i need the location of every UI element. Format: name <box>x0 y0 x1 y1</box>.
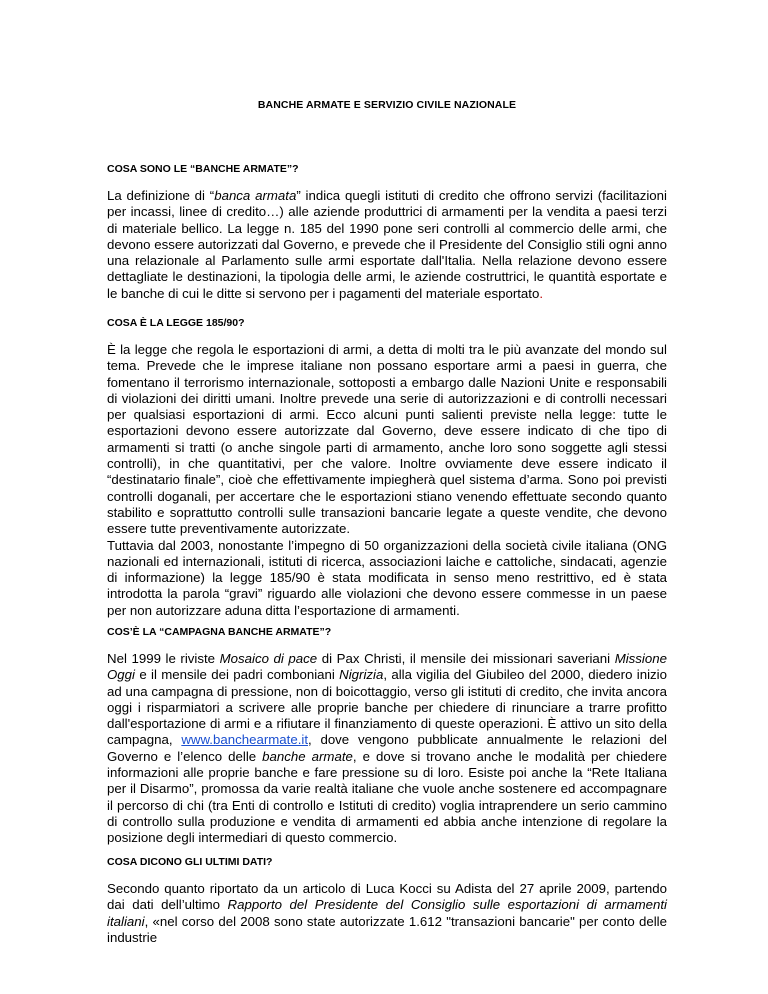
italic-title: Missione Oggi <box>107 651 667 683</box>
italic-term: banca armata <box>214 188 297 203</box>
text-run: ” indica quegli istituti di credito che offrono servizi (facilitazioni per incassi, linee di credito…) alle aziende produttrici di armamenti per la vendita a paesi terzi di materiale bellico. La legge n. 185 del 1990 pone seri controlli al commercio delle armi, che devono essere autorizzati dal Governo, e prevede che il Presidente del Consiglio stili ogni anno una relazionale al Parlamento sulle armi esportate dall'Italia. Nella relazione devono essere dettagliate le destinazioni, la tipologia delle armi, le aziende costruttrici, le quantità esportate e le banche di cui le ditte si servono per i pagamenti del materiale esportato <box>107 188 667 301</box>
paragraph <box>107 188 667 302</box>
paragraph: È la legge che regola le esportazioni di armi, a detta di molti tra le più avanzate del mondo sul tema. Prevede che le imprese italiane non possano esportare armi a paesi in guerra, che fomentano il terrorismo internazionale, sottoposti a embargo dalle Nazioni Unite e responsabili di violazioni dei diritti umani. Inoltre prevede una serie di autorizzazioni e di controlli necessari per qualsiasi esportazioni di armi. Ecco alcuni punti salienti previste nella legge: tutte le esportazioni devono essere autorizzate dal Governo, deve essere indicato di che tipo di armamenti si tratti (o anche singole parti di armamento, anche loro sono soggette agli stessi controlli), in che quantitativi, per che valore. Inoltre ovviamente deve essere indicato il “destinatario finale”, cioè che effettivamente impiegherà quel sistema d’arma. Sono poi previsti controlli doganali, per accertare che le esportazioni stiano venendo effettuate secondo quanto stabilito e soprattutto controlli sulle transazioni bancarie legate a queste vendite, che devono essere tutte preventivamente autorizzate. <box>107 342 667 537</box>
section-heading: COSA DICONO GLI ULTIMI DATI? <box>107 856 273 868</box>
section-ultimi-dati <box>107 855 667 946</box>
text-run: La definizione di “ <box>107 188 215 203</box>
text-run: Secondo quanto riportato da un articolo di Luca Kocci su Adista del 27 aprile 2009, partendo dai dati dell’ultimo <box>107 881 667 913</box>
red-period: . <box>539 285 544 301</box>
paragraph <box>107 651 667 847</box>
section-body <box>107 651 667 847</box>
text-run: , alla vigilia del Giubileo del 2000, diedero inizio ad una campagna di pressione, non di boicottaggio, verso gli istituti di credito, che invita ancora oggi i risparmiatori a scrivere alle proprie banche per chiedere di rinunciare a trarre profitto dall'esportazione di armi e a rifiutare il finanziamento di queste operazioni. È attivo un sito della campagna, <box>107 667 667 748</box>
section-heading: COS’È LA “CAMPAGNA BANCHE ARMATE”? <box>107 626 332 638</box>
italic-title: Mosaico di pace <box>219 651 318 666</box>
document-title: BANCHE ARMATE E SERVIZIO CIVILE NAZIONALE <box>257 99 517 111</box>
section-heading: COSA SONO LE “BANCHE ARMATE”? <box>107 163 299 175</box>
section-body <box>107 881 667 946</box>
text-run: Nel 1999 le riviste <box>107 651 220 666</box>
banchearmate-link[interactable]: www.banchearmate.it <box>181 732 308 748</box>
section-banche-armate <box>107 162 667 302</box>
paragraph <box>107 881 667 946</box>
section-body <box>107 188 667 302</box>
paragraph: Tuttavia dal 2003, nonostante l’impegno di 50 organizzazioni della società civile italiana (ONG nazionali ed internazionali, istituti di ricerca, associazioni laiche e cattoliche, sindacati, agenzie di informazione) la legge 185/90 è stata modificata in senso meno restrittivo, ed è stata introdotta la parola “gravi” riguardo alle violazioni che devono essere commesse in un paese per non autorizzare aduna ditta l’esportazione di armamenti. <box>107 537 667 618</box>
section-body <box>107 342 667 619</box>
text-run: , dove vengono pubblicate annualmente le relazioni del Governo e l’elenco delle <box>107 732 667 764</box>
section-legge-185-90 <box>107 316 667 619</box>
italic-title: Rapporto del Presidente del Consiglio sulle esportazioni di armamenti italiani <box>107 897 667 929</box>
text-run: di Pax Christi, il mensile dei missionari saveriani <box>317 651 615 666</box>
section-campagna-banche-armate <box>107 625 667 847</box>
text-run: , «nel corso del 2008 sono state autorizzate 1.612 "transazioni bancarie" per conto delle industrie <box>107 913 667 945</box>
text-run: , e dove si trovano anche le modalità per chiedere informazioni alle proprie banche e fare pressione su di loro. Esiste poi anche la “Rete Italiana per il Disarmo”, promossa da varie realtà italiane che vuole anche sostenere ed accompagnare il percorso di chi (tra Enti di controllo e Istituti di credito) voglia intraprendere un serio cammino di controllo sulla produzione e vendita di armamenti ed abbia anche intenzione di regolare la posizione degli intermediari di questo commercio. <box>107 748 668 846</box>
italic-term: banche armate <box>262 748 353 764</box>
italic-title: Nigrizia <box>339 667 384 683</box>
section-heading: COSA È LA LEGGE 185/90? <box>107 317 245 329</box>
text-run: e il mensile dei padri comboniani <box>135 667 340 683</box>
